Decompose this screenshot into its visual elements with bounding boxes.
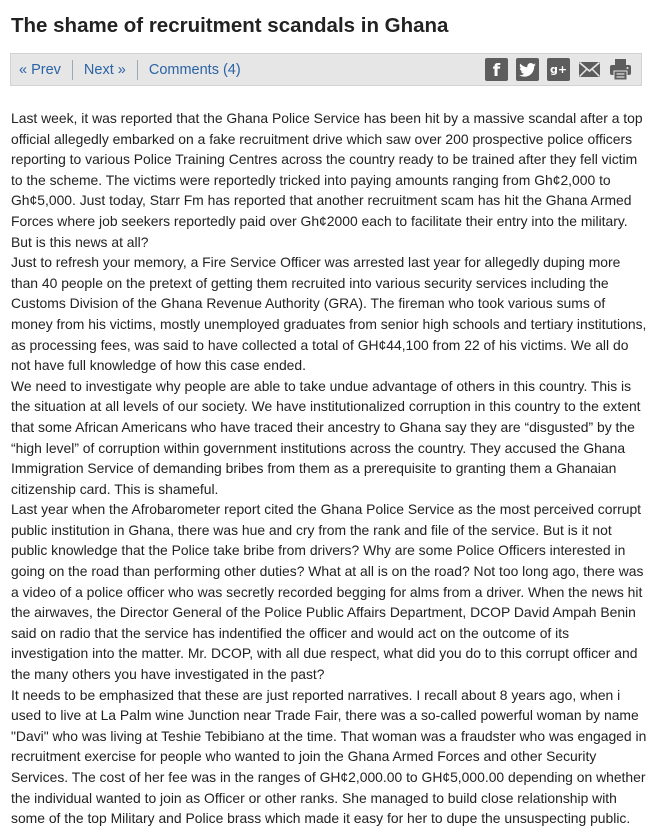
twitter-icon[interactable] — [516, 58, 539, 81]
article-title: The shame of recruitment scandals in Ghana — [11, 14, 449, 37]
nav-divider — [137, 60, 138, 80]
next-link[interactable]: Next » — [83, 61, 126, 78]
article-toolbar — [10, 53, 642, 86]
article-paragraph: Last week, it was reported that the Ghana Police Service has been hit by a massive scandal after a top official allegedly embarked on a fake recruitment drive which saw over 200 prospective police officers reporting to various Police Training Centres across the country ready to be trained after they fell victim to the scheme. The victims were reportedly tricked into paying amounts ranging from Gh¢2,000 to Gh¢5,000. Just today, Starr Fm has reported that another recruitment scam has hit the Ghana Armed Forces where job seekers reportedly paid over Gh¢2000 each to facilitate their entry into the military. But is this news at all? — [11, 110, 643, 250]
nav-divider — [72, 60, 73, 80]
article-paragraph: It needs to be emphasized that these are just reported narratives. I recall about 8 years ago, when i used to live at La Palm wine Junction near Trade Fair, there was a so-called powerful woman by name "Davi" who was living at Teshie Tebibiano at the time. That woman was a fraudster who was engaged in recruitment exercise for people who wanted to join the Ghana Armed Forces and other Security Services. The cost of her fee was in the ranges of GH¢2,000.00 to GH¢5,000.00 depending on whether the individual wanted to join as Officer or other ranks. She managed to build close relationship with some of the top Military and Police brass which made it easy for her to dupe the unsuspecting public. — [11, 686, 647, 827]
article-body — [11, 108, 647, 829]
share-icons — [477, 58, 632, 81]
prev-link[interactable]: « Prev — [19, 61, 61, 78]
article-paragraph: We need to investigate why people are able to take undue advantage of others in this country. This is the situation at all levels of our society. We have institutionalized corruption in this country to the extent that some African Americans who have traced their ancestry to Ghana say they are “disgusted” by the “high level” of corruption within government institutions across the country. They accused the Ghana Immigration Service of demanding bribes from them as a prerequisite to granting them a Ghanaian citizenship card. This is shameful. — [11, 377, 641, 497]
email-icon[interactable] — [578, 58, 601, 81]
article-paragraph: Last year when the Afrobarometer report cited the Ghana Police Service as the most perceived corrupt public institution in Ghana, there was hue and cry from the rank and file of the service. But is it not public knowledge that the Police take bribe from drivers? Why are some Police Officers interested in going on the road than performing other duties? What at all is on the road? Not too long ago, there was a video of a police officer who was secretly recorded begging for alms from a driver. When the news hit the airwaves, the Director General of the Police Public Affairs Department, DCOP David Ampah Benin said on radio that the service has indentified the officer and would act on the outcome of its investigation into the matter. Mr. DCOP, with all due respect, what did you do to this corrupt officer and the many others you have investigated in the past? — [11, 501, 644, 683]
facebook-icon[interactable]: f — [485, 58, 508, 81]
article-nav — [11, 54, 241, 85]
google-plus-icon[interactable]: g+ — [547, 58, 570, 81]
comments-link[interactable]: Comments (4) — [148, 61, 241, 78]
article-paragraph: Just to refresh your memory, a Fire Service Officer was arrested last year for allegedly duping more than 40 people on the pretext of getting them recruited into various security services including the Customs Division of the Ghana Revenue Authority (GRA). The fireman who took various sums of money from his victims, mostly unemployed graduates from senior high schools and tertiary institutions, as processing fees, was said to have collected a total of GH¢44,100 from 22 of his victims. We all do not have full knowledge of how this case ended. — [11, 254, 647, 374]
print-icon[interactable] — [609, 58, 632, 81]
